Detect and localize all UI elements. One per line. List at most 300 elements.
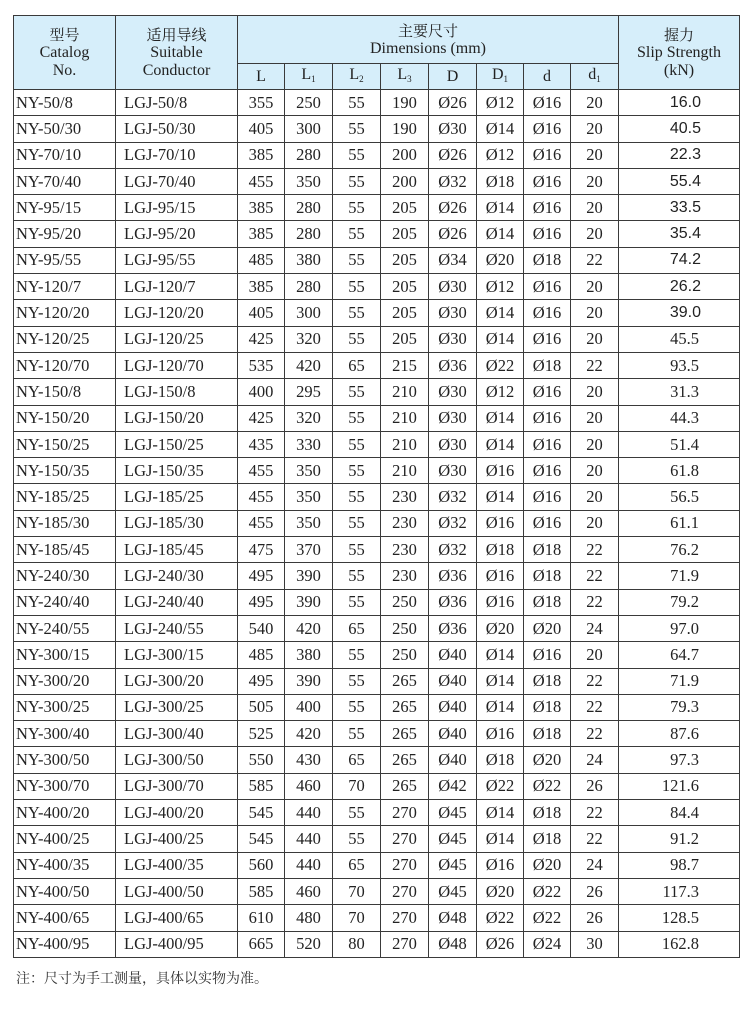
catalog-cell: NY-240/55	[14, 615, 116, 641]
small-d1-cell: 22	[571, 537, 619, 563]
l3-cell: 230	[381, 510, 429, 536]
d1-cell: Ø20	[477, 878, 524, 904]
table-row	[14, 510, 740, 536]
d1-cell: Ø14	[477, 484, 524, 510]
l2-cell: 55	[333, 142, 381, 168]
l1-cell: 380	[285, 642, 333, 668]
l-cell: 455	[238, 484, 285, 510]
table-row	[14, 694, 740, 720]
d1-cell: Ø14	[477, 195, 524, 221]
d1-cell: Ø18	[477, 168, 524, 194]
l1-cell: 420	[285, 615, 333, 641]
table-row	[14, 90, 740, 116]
l1-cell: 280	[285, 142, 333, 168]
l-cell: 455	[238, 458, 285, 484]
catalog-cell: NY-400/20	[14, 800, 116, 826]
conductor-header-en2: Conductor	[142, 61, 211, 79]
l2-cell: 55	[333, 405, 381, 431]
conductor-cell: LGJ-300/25	[116, 694, 238, 720]
conductor-cell: LGJ-400/65	[116, 905, 238, 931]
l2-cell: 55	[333, 484, 381, 510]
conductor-cell: LGJ-150/25	[116, 431, 238, 457]
l2-cell: 55	[333, 247, 381, 273]
small-d-cell: Ø18	[524, 721, 571, 747]
small-d1-cell: 22	[571, 694, 619, 720]
l3-cell: 230	[381, 484, 429, 510]
l3-cell: 270	[381, 878, 429, 904]
small-d-cell: Ø16	[524, 142, 571, 168]
catalog-cell: NY-150/20	[14, 405, 116, 431]
l2-cell: 65	[333, 615, 381, 641]
conductor-header	[116, 16, 238, 90]
dimension-col-label: D	[446, 67, 459, 85]
conductor-cell: LGJ-120/25	[116, 326, 238, 352]
l3-cell: 270	[381, 931, 429, 957]
slip-strength-cell: 98.7	[619, 852, 740, 878]
table-row	[14, 142, 740, 168]
l2-cell: 55	[333, 826, 381, 852]
small-d-cell: Ø20	[524, 747, 571, 773]
slip-strength-cell: 35.4	[619, 221, 740, 247]
d1-cell: Ø12	[477, 142, 524, 168]
l-cell: 545	[238, 800, 285, 826]
spec-table	[13, 15, 740, 958]
dimension-col-header	[571, 64, 619, 90]
slip-strength-cell: 64.7	[619, 642, 740, 668]
l-cell: 425	[238, 326, 285, 352]
slip-strength-cell: 51.4	[619, 431, 740, 457]
catalog-header-cn: 型号	[49, 25, 80, 44]
l1-cell: 300	[285, 116, 333, 142]
conductor-cell: LGJ-300/70	[116, 773, 238, 799]
l-cell: 475	[238, 537, 285, 563]
small-d-cell: Ø22	[524, 878, 571, 904]
slip-strength-cell: 91.2	[619, 826, 740, 852]
catalog-cell: NY-185/45	[14, 537, 116, 563]
slip-strength-cell: 40.5	[619, 116, 740, 142]
conductor-cell: LGJ-120/7	[116, 274, 238, 300]
dimension-col-label: L	[397, 65, 408, 83]
table-row	[14, 352, 740, 378]
small-d1-cell: 20	[571, 484, 619, 510]
small-d-cell: Ø18	[524, 563, 571, 589]
l1-cell: 330	[285, 431, 333, 457]
catalog-cell: NY-150/25	[14, 431, 116, 457]
l1-cell: 440	[285, 826, 333, 852]
small-d-cell: Ø16	[524, 168, 571, 194]
small-d1-cell: 20	[571, 221, 619, 247]
d-cell: Ø45	[429, 826, 477, 852]
catalog-header	[14, 16, 116, 90]
d-cell: Ø26	[429, 90, 477, 116]
l-cell: 385	[238, 195, 285, 221]
l-cell: 355	[238, 90, 285, 116]
l2-cell: 55	[333, 721, 381, 747]
l3-cell: 205	[381, 274, 429, 300]
spec-sheet	[13, 15, 739, 958]
d-cell: Ø48	[429, 931, 477, 957]
l1-cell: 350	[285, 458, 333, 484]
slip-strength-cell: 71.9	[619, 563, 740, 589]
small-d1-cell: 20	[571, 405, 619, 431]
catalog-cell: NY-150/8	[14, 379, 116, 405]
table-row	[14, 826, 740, 852]
conductor-cell: LGJ-50/8	[116, 90, 238, 116]
l-cell: 405	[238, 116, 285, 142]
conductor-cell: LGJ-300/20	[116, 668, 238, 694]
small-d1-cell: 20	[571, 116, 619, 142]
l3-cell: 270	[381, 800, 429, 826]
l-cell: 495	[238, 589, 285, 615]
table-row	[14, 221, 740, 247]
l1-cell: 460	[285, 878, 333, 904]
l3-cell: 190	[381, 116, 429, 142]
dimension-col-header	[238, 64, 285, 90]
catalog-cell: NY-300/20	[14, 668, 116, 694]
table-row	[14, 615, 740, 641]
small-d-cell: Ø16	[524, 642, 571, 668]
l-cell: 550	[238, 747, 285, 773]
slip-strength-cell: 45.5	[619, 326, 740, 352]
catalog-cell: NY-300/15	[14, 642, 116, 668]
conductor-cell: LGJ-400/95	[116, 931, 238, 957]
small-d1-cell: 22	[571, 589, 619, 615]
d-cell: Ø45	[429, 852, 477, 878]
conductor-cell: LGJ-120/70	[116, 352, 238, 378]
l3-cell: 205	[381, 221, 429, 247]
dimension-col-header	[524, 64, 571, 90]
catalog-cell: NY-120/70	[14, 352, 116, 378]
conductor-header-en1: Suitable	[150, 43, 203, 61]
catalog-cell: NY-400/25	[14, 826, 116, 852]
d1-cell: Ø18	[477, 747, 524, 773]
catalog-cell: NY-50/8	[14, 90, 116, 116]
catalog-cell: NY-300/25	[14, 694, 116, 720]
d-cell: Ø40	[429, 668, 477, 694]
d1-cell: Ø16	[477, 721, 524, 747]
d1-cell: Ø12	[477, 90, 524, 116]
catalog-cell: NY-300/40	[14, 721, 116, 747]
d1-cell: Ø14	[477, 826, 524, 852]
l-cell: 535	[238, 352, 285, 378]
l2-cell: 55	[333, 458, 381, 484]
l-cell: 560	[238, 852, 285, 878]
small-d-cell: Ø16	[524, 510, 571, 536]
small-d1-cell: 24	[571, 852, 619, 878]
d1-cell: Ø16	[477, 589, 524, 615]
table-row	[14, 431, 740, 457]
d-cell: Ø40	[429, 642, 477, 668]
slip-strength-cell: 61.1	[619, 510, 740, 536]
l2-cell: 55	[333, 642, 381, 668]
dimension-col-header	[477, 64, 524, 90]
l2-cell: 65	[333, 747, 381, 773]
d1-cell: Ø12	[477, 274, 524, 300]
l-cell: 585	[238, 878, 285, 904]
d-cell: Ø30	[429, 379, 477, 405]
catalog-cell: NY-50/30	[14, 116, 116, 142]
footnote: 注：尺寸为手工测量，具体以实物为准。	[16, 971, 268, 987]
catalog-cell: NY-300/70	[14, 773, 116, 799]
d-cell: Ø30	[429, 405, 477, 431]
l2-cell: 55	[333, 168, 381, 194]
conductor-cell: LGJ-240/55	[116, 615, 238, 641]
catalog-cell: NY-70/10	[14, 142, 116, 168]
small-d-cell: Ø18	[524, 826, 571, 852]
table-row	[14, 274, 740, 300]
l2-cell: 70	[333, 905, 381, 931]
l-cell: 385	[238, 221, 285, 247]
small-d-cell: Ø16	[524, 484, 571, 510]
catalog-cell: NY-240/40	[14, 589, 116, 615]
small-d1-cell: 20	[571, 510, 619, 536]
l2-cell: 55	[333, 800, 381, 826]
small-d-cell: Ø18	[524, 800, 571, 826]
small-d1-cell: 22	[571, 668, 619, 694]
small-d-cell: Ø18	[524, 589, 571, 615]
l-cell: 585	[238, 773, 285, 799]
l1-cell: 320	[285, 326, 333, 352]
dimension-col-subscript: 1	[596, 73, 601, 84]
d1-cell: Ø18	[477, 537, 524, 563]
l2-cell: 55	[333, 379, 381, 405]
catalog-cell: NY-185/30	[14, 510, 116, 536]
l-cell: 425	[238, 405, 285, 431]
slip-strength-cell: 84.4	[619, 800, 740, 826]
d-cell: Ø30	[429, 116, 477, 142]
table-row	[14, 537, 740, 563]
small-d-cell: Ø16	[524, 195, 571, 221]
slip-strength-cell: 33.5	[619, 195, 740, 221]
conductor-cell: LGJ-400/50	[116, 878, 238, 904]
small-d1-cell: 22	[571, 247, 619, 273]
slip-strength-cell: 87.6	[619, 721, 740, 747]
d-cell: Ø36	[429, 352, 477, 378]
l1-cell: 280	[285, 274, 333, 300]
l2-cell: 55	[333, 326, 381, 352]
small-d1-cell: 24	[571, 615, 619, 641]
conductor-cell: LGJ-400/20	[116, 800, 238, 826]
catalog-cell: NY-120/7	[14, 274, 116, 300]
table-row	[14, 379, 740, 405]
conductor-cell: LGJ-400/35	[116, 852, 238, 878]
l2-cell: 55	[333, 563, 381, 589]
catalog-cell: NY-400/50	[14, 878, 116, 904]
l3-cell: 215	[381, 352, 429, 378]
conductor-cell: LGJ-95/15	[116, 195, 238, 221]
table-row	[14, 405, 740, 431]
slip-strength-cell: 56.5	[619, 484, 740, 510]
d-cell: Ø45	[429, 800, 477, 826]
l3-cell: 210	[381, 405, 429, 431]
table-row	[14, 773, 740, 799]
d1-cell: Ø26	[477, 931, 524, 957]
slip-strength-cell: 162.8	[619, 931, 740, 957]
small-d1-cell: 22	[571, 800, 619, 826]
l3-cell: 210	[381, 458, 429, 484]
table-row	[14, 484, 740, 510]
l1-cell: 430	[285, 747, 333, 773]
l-cell: 400	[238, 379, 285, 405]
small-d-cell: Ø20	[524, 615, 571, 641]
small-d-cell: Ø18	[524, 694, 571, 720]
small-d1-cell: 20	[571, 90, 619, 116]
slip-strength-cell: 93.5	[619, 352, 740, 378]
d1-cell: Ø14	[477, 668, 524, 694]
conductor-cell: LGJ-120/20	[116, 300, 238, 326]
l-cell: 405	[238, 300, 285, 326]
d1-cell: Ø22	[477, 352, 524, 378]
d-cell: Ø26	[429, 142, 477, 168]
d-cell: Ø30	[429, 431, 477, 457]
l-cell: 610	[238, 905, 285, 931]
slip-strength-cell: 26.2	[619, 274, 740, 300]
small-d-cell: Ø16	[524, 116, 571, 142]
dimension-col-header	[333, 64, 381, 90]
d-cell: Ø32	[429, 510, 477, 536]
small-d1-cell: 20	[571, 168, 619, 194]
small-d-cell: Ø24	[524, 931, 571, 957]
l2-cell: 55	[333, 510, 381, 536]
small-d1-cell: 20	[571, 195, 619, 221]
table-row	[14, 326, 740, 352]
table-row	[14, 589, 740, 615]
d1-cell: Ø16	[477, 852, 524, 878]
d-cell: Ø26	[429, 221, 477, 247]
d1-cell: Ø14	[477, 642, 524, 668]
l-cell: 485	[238, 642, 285, 668]
table-row	[14, 458, 740, 484]
slip-strength-header	[619, 16, 740, 90]
small-d-cell: Ø16	[524, 326, 571, 352]
l1-cell: 295	[285, 379, 333, 405]
d-cell: Ø30	[429, 274, 477, 300]
small-d1-cell: 22	[571, 826, 619, 852]
conductor-cell: LGJ-240/30	[116, 563, 238, 589]
conductor-cell: LGJ-300/50	[116, 747, 238, 773]
d-cell: Ø36	[429, 563, 477, 589]
slip-strength-cell: 97.3	[619, 747, 740, 773]
l2-cell: 55	[333, 537, 381, 563]
l1-cell: 480	[285, 905, 333, 931]
l3-cell: 210	[381, 431, 429, 457]
catalog-cell: NY-400/95	[14, 931, 116, 957]
l3-cell: 250	[381, 642, 429, 668]
table-row	[14, 747, 740, 773]
catalog-cell: NY-120/20	[14, 300, 116, 326]
l1-cell: 350	[285, 484, 333, 510]
small-d-cell: Ø16	[524, 379, 571, 405]
slip-strength-cell: 16.0	[619, 90, 740, 116]
d-cell: Ø32	[429, 484, 477, 510]
conductor-cell: LGJ-240/40	[116, 589, 238, 615]
dimension-col-label: d	[543, 67, 551, 85]
table-row	[14, 800, 740, 826]
catalog-cell: NY-400/35	[14, 852, 116, 878]
slip-strength-cell: 55.4	[619, 168, 740, 194]
l3-cell: 230	[381, 537, 429, 563]
table-row	[14, 878, 740, 904]
d-cell: Ø26	[429, 195, 477, 221]
l3-cell: 265	[381, 747, 429, 773]
l3-cell: 265	[381, 721, 429, 747]
l3-cell: 230	[381, 563, 429, 589]
slip-strength-cell: 31.3	[619, 379, 740, 405]
l-cell: 455	[238, 510, 285, 536]
l2-cell: 55	[333, 195, 381, 221]
catalog-cell: NY-150/35	[14, 458, 116, 484]
catalog-cell: NY-95/15	[14, 195, 116, 221]
l-cell: 525	[238, 721, 285, 747]
small-d1-cell: 20	[571, 431, 619, 457]
d1-cell: Ø22	[477, 905, 524, 931]
catalog-cell: NY-240/30	[14, 563, 116, 589]
small-d1-cell: 20	[571, 326, 619, 352]
d-cell: Ø30	[429, 326, 477, 352]
l1-cell: 420	[285, 352, 333, 378]
slip-strength-cell: 22.3	[619, 142, 740, 168]
dimension-col-header	[381, 64, 429, 90]
small-d-cell: Ø18	[524, 537, 571, 563]
l3-cell: 200	[381, 142, 429, 168]
small-d-cell: Ø20	[524, 852, 571, 878]
d-cell: Ø48	[429, 905, 477, 931]
small-d1-cell: 26	[571, 905, 619, 931]
conductor-cell: LGJ-150/8	[116, 379, 238, 405]
l2-cell: 55	[333, 300, 381, 326]
d-cell: Ø32	[429, 537, 477, 563]
slip-strength-cell: 117.3	[619, 878, 740, 904]
table-row	[14, 247, 740, 273]
slip-header-en: Slip Strength	[636, 43, 721, 61]
catalog-cell: NY-70/40	[14, 168, 116, 194]
small-d-cell: Ø18	[524, 668, 571, 694]
small-d1-cell: 22	[571, 352, 619, 378]
dimension-col-header	[285, 64, 333, 90]
l3-cell: 205	[381, 300, 429, 326]
slip-strength-cell: 97.0	[619, 615, 740, 641]
small-d-cell: Ø22	[524, 905, 571, 931]
small-d-cell: Ø16	[524, 221, 571, 247]
catalog-cell: NY-185/25	[14, 484, 116, 510]
d1-cell: Ø22	[477, 773, 524, 799]
dimension-col-subscript: 2	[359, 73, 364, 84]
d-cell: Ø40	[429, 694, 477, 720]
dimensions-header	[238, 16, 619, 64]
small-d1-cell: 20	[571, 458, 619, 484]
small-d-cell: Ø16	[524, 431, 571, 457]
small-d-cell: Ø16	[524, 274, 571, 300]
l2-cell: 55	[333, 274, 381, 300]
l1-cell: 280	[285, 221, 333, 247]
l2-cell: 55	[333, 694, 381, 720]
dimension-col-label: d	[588, 65, 597, 83]
small-d-cell: Ø18	[524, 247, 571, 273]
slip-header-cn: 握力	[663, 25, 694, 44]
d1-cell: Ø14	[477, 694, 524, 720]
l-cell: 485	[238, 247, 285, 273]
conductor-header-cn: 适用导线	[146, 25, 207, 44]
small-d1-cell: 22	[571, 563, 619, 589]
d1-cell: Ø12	[477, 379, 524, 405]
slip-strength-cell: 71.9	[619, 668, 740, 694]
conductor-cell: LGJ-185/30	[116, 510, 238, 536]
catalog-header-en1: Catalog	[39, 43, 90, 61]
l3-cell: 250	[381, 615, 429, 641]
small-d1-cell: 20	[571, 274, 619, 300]
conductor-cell: LGJ-150/20	[116, 405, 238, 431]
l3-cell: 205	[381, 195, 429, 221]
